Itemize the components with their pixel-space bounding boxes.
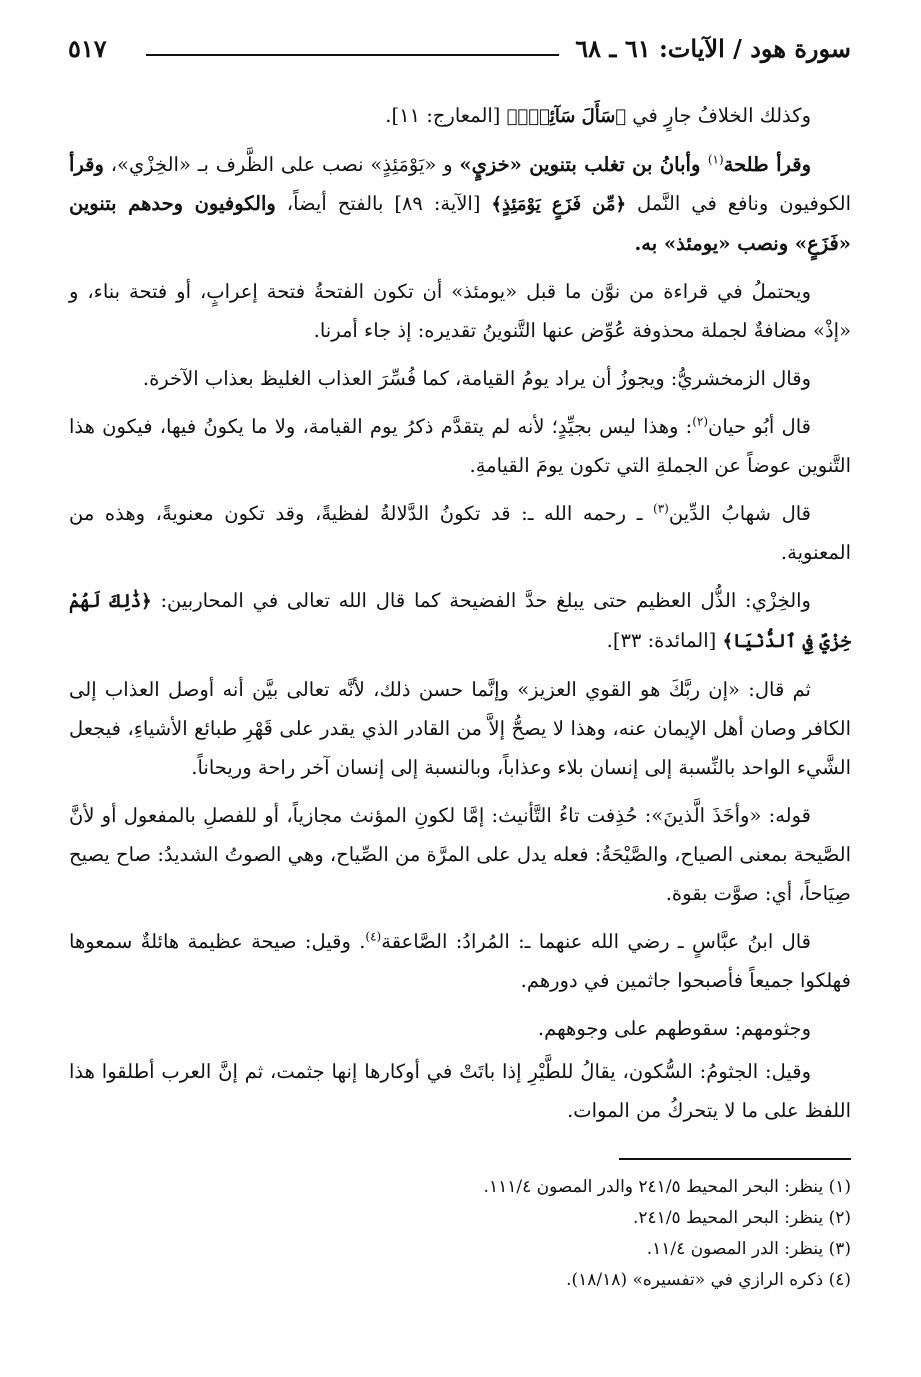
text-run: قال شهابُ الدِّين [668,502,811,525]
paragraph-9: قوله: «وأخَذَ الَّذينَ»: حُذِفت تاءُ التَّأنيث: إمَّا لكونِ المؤنث مجازياً، أو للفصلِ بالمفعول أو لأنَّ الصَّيحة بمعنى الصياح، والصَّيْحَةُ: فعله يدل على المرَّة من الصِّياح، وهي الصوتُ الشديدُ: صاح يصيح صِيَاحاً، أي: صوَّت بقوة. [69,804,851,905]
paragraph-11: وجثومهم: سقوطهم على وجوههم. [537,1017,811,1040]
footnote-ref-4[interactable]: (٤) [365,929,382,944]
bold-run: وقرأ طلحة [723,153,812,176]
page-number: ٥١٧ [68,34,107,63]
footnotes [69,1172,851,1296]
footnote-ref-3[interactable]: (٣) [653,501,669,516]
page-header [68,30,851,70]
paragraph-5 [69,407,851,485]
text-run: قال أبُو حيان [708,415,811,438]
quran-quote: ﴿سَأَلَ سَآئِلُۢ﴾ [506,106,627,127]
running-title: سورة هود / الآيات: ٦١ ـ ٦٨ [575,34,851,63]
paragraph-10 [69,922,851,1000]
text-run: . وقيل: صيحة عظيمة هائلةٌ سمعوها فهلكوا جميعاً فأصبحوا جاثمين في دورهم. [69,930,851,992]
paragraph-8: ثم قال: «إن ربَّكَ هو القوي العزيز» وإنَّما حسن ذلك، لأنَّه تعالى بيَّن أنه أوصل العذاب إلى الكافر وصان أهل الإيمان عنه، وهذا لا يصحُّ إلاَّ من القادر الذي يقدر على قَهْرِ طبائع الأشياءِ، فيجعل الشَّيء الواحد بالنِّسبة إلى إنسان بلاء وعذاباً، وبالنسبة إلى إنسان آخر راحة وريحاناً. [69,678,851,779]
footnote-ref-2[interactable]: (٢) [692,414,709,429]
bold-run: وأبانُ بن تغلب بتنوين «خزيٍ» [459,153,708,176]
paragraph-2 [69,145,851,263]
text-run: و «يَوْمَئِذٍ» نصب على الظَّرف بـ «الخِزْي»، [103,153,460,176]
text-run: [الآية: ٨٩] بالفتح أيضاً، [275,192,492,215]
quran-quote: ﴿مِّن فَزَعٍ يَوْمَئِذٍ﴾ [491,194,627,215]
text-run: : وهذا ليس بجيِّدٍ؛ لأنه لم يتقدَّم ذكرُ يوم القيامة، ولا ما يكونُ فيها، فيكون هذا التَّنوين عوضاً عن الجملةِ التي تكون يومَ القيامةِ. [69,415,851,477]
paragraph-12: وقيل: الجثومُ: السُّكون، يقالُ للطَّيْرِ إذا باتَتْ في أوكارها إنها جثمت، ثم إنَّ العرب أطلقوا هذا اللفظ على ما لا يتحركُ من الموات. [69,1060,851,1122]
text-run: وكذلك الخلافُ جارٍ في [626,104,811,127]
text-run: الكوفيون ونافع في النَّمل [626,192,852,215]
footnote-3: (٣) ينظر: الدر المصون ١١/٤. [646,1239,851,1259]
paragraph-6 [69,494,851,572]
text-run: قال ابنُ عبَّاسٍ ـ رضي الله عنهما ـ: المُرادُ: الصَّاعقة [381,930,811,953]
text-run: ـ رحمه الله ـ: قد تكونُ الدَّلالةُ لفظيةً، وقد تكون معنويةً، وهذه من المعنوية. [69,502,851,564]
bold-run: والكوفيون وحدهم بتنوين «فَزَعٍ» ونصب «يومئذ» به. [69,192,851,255]
text-run: [المائدة: ٣٣]. [606,629,723,652]
paragraph-3: ويحتملُ في قراءة من نوَّن ما قبل «يومئذ» أن تكون الفتحةُ فتحة إعرابٍ، أو فتحة بناء، و «إذْ» مضافةٌ لجملة محذوفة عُوِّض عنها التَّنوينُ تقديره: إذ جاء أمرنا. [69,280,851,342]
footnote-4: (٤) ذكره الرازي في «تفسيره» (١٨/١٨). [566,1270,851,1290]
paragraph-4: وقال الزمخشريُّ: ويجوزُ أن يراد يومُ القيامة، كما فُسِّرَ العذاب الغليظ بعذاب الآخرة. [142,367,811,390]
footnote-divider [619,1158,851,1160]
footnote-ref-1[interactable]: (١) [707,152,724,167]
footnote-1: (١) ينظر: البحر المحيط ٢٤١/٥ والدر المصون ١١١/٤. [483,1177,851,1197]
quran-quote: ﴿ذَٰلِكَ لَهُمْ خِزْيٌ فِي ٱلدُّنْيَا﴾ [69,591,851,652]
header-rule [146,54,559,56]
text-run: [المعارج: ١١]. [385,104,507,127]
bold-run: وقرأ [69,153,104,176]
main-text [69,96,851,1139]
footnote-2: (٢) ينظر: البحر المحيط ٢٤١/٥. [633,1208,851,1228]
paragraph-7 [69,581,851,661]
paragraph-1 [69,96,851,136]
text-run: والخِزْي: الذُّل العظيم حتى يبلغ حدَّ الفضيحة كما قال الله تعالى في المحاربين: [151,589,811,612]
